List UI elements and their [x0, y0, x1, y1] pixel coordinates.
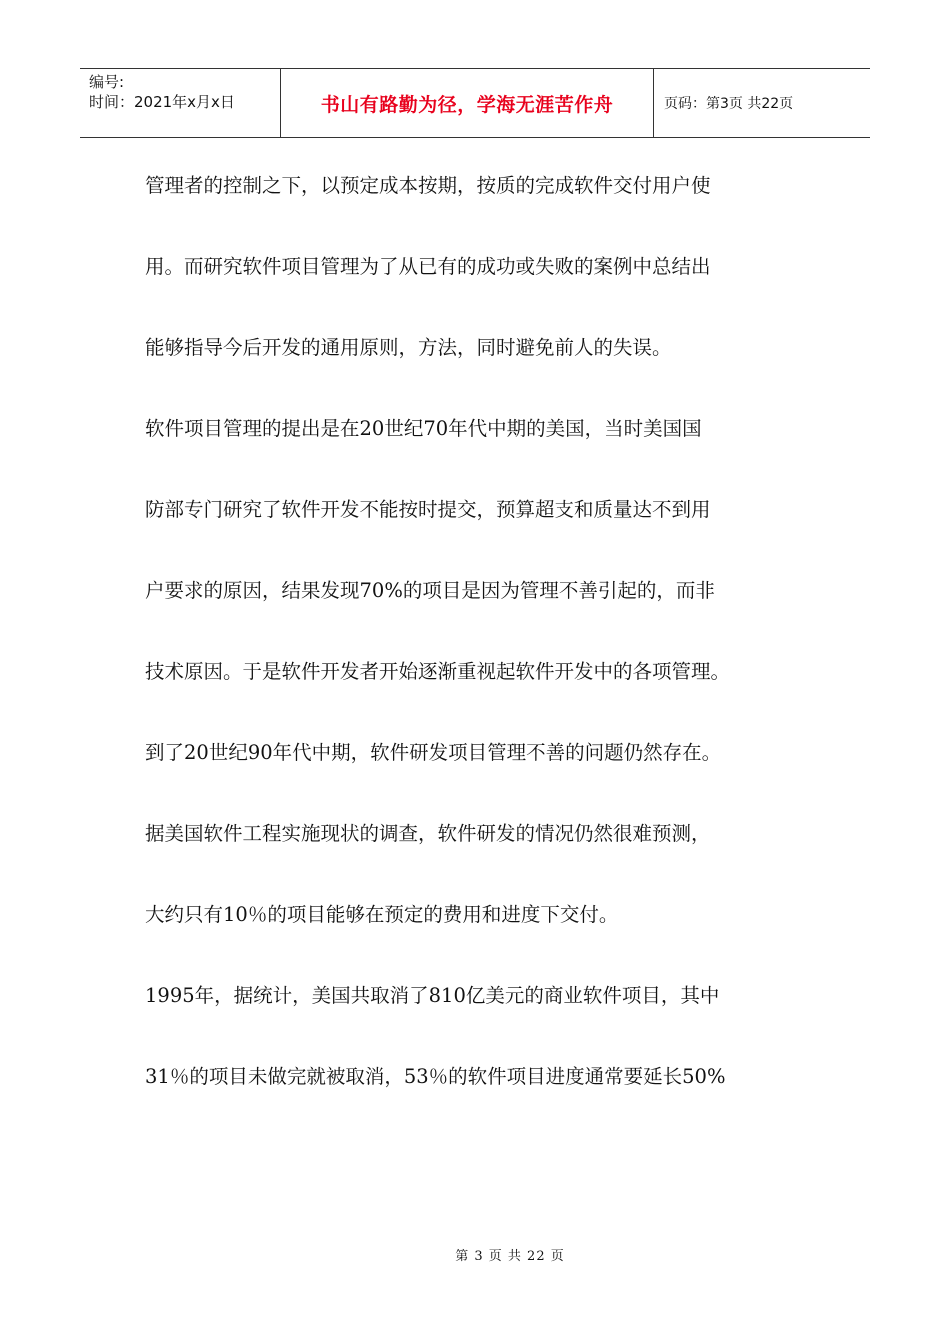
body-line: 管理者的控制之下，以预定成本按期，按质的完成软件交付用户使 — [145, 174, 711, 197]
header-meta — [80, 69, 281, 137]
page-footer: 第 3 页 共 22 页 — [455, 1249, 565, 1264]
body-line: 据美国软件工程实施现状的调查，软件研发的情况仍然很难预测， — [145, 822, 711, 845]
body-line: 大约只有10％的项目能够在预定的费用和进度下交付。 — [145, 903, 619, 926]
number-label: 编号: — [89, 73, 125, 91]
body-line: 用。而研究软件项目管理为了从已有的成功或失败的案例中总结出 — [145, 255, 711, 278]
body-line: 防部专门研究了软件开发不能按时提交，预算超支和质量达不到用 — [145, 498, 711, 521]
body-line: 到了20世纪90年代中期，软件研发项目管理不善的问题仍然存在。 — [145, 741, 722, 764]
document-body — [145, 166, 825, 1138]
body-line: 能够指导今后开发的通用原则，方法，同时避免前人的失误。 — [145, 336, 672, 359]
body-line: 1995年，据统计，美国共取消了810亿美元的商业软件项目，其中 — [145, 984, 720, 1007]
body-line: 软件项目管理的提出是在20世纪70年代中期的美国，当时美国国 — [145, 417, 702, 440]
body-line: 技术原因。于是软件开发者开始逐渐重视起软件开发中的各项管理。 — [145, 660, 731, 683]
header-page-info: 页码：第3页 共22页 — [664, 96, 794, 112]
date-label: 时间：2021年x月x日 — [89, 93, 235, 111]
body-line: 户要求的原因，结果发现70%的项目是因为管理不善引起的，而非 — [145, 579, 715, 602]
page-header — [80, 68, 870, 138]
body-line: 31％的项目未做完就被取消，53％的软件项目进度通常要延长50% — [145, 1065, 726, 1088]
header-motto: 书山有路勤为径，学海无涯苦作舟 — [281, 69, 654, 137]
